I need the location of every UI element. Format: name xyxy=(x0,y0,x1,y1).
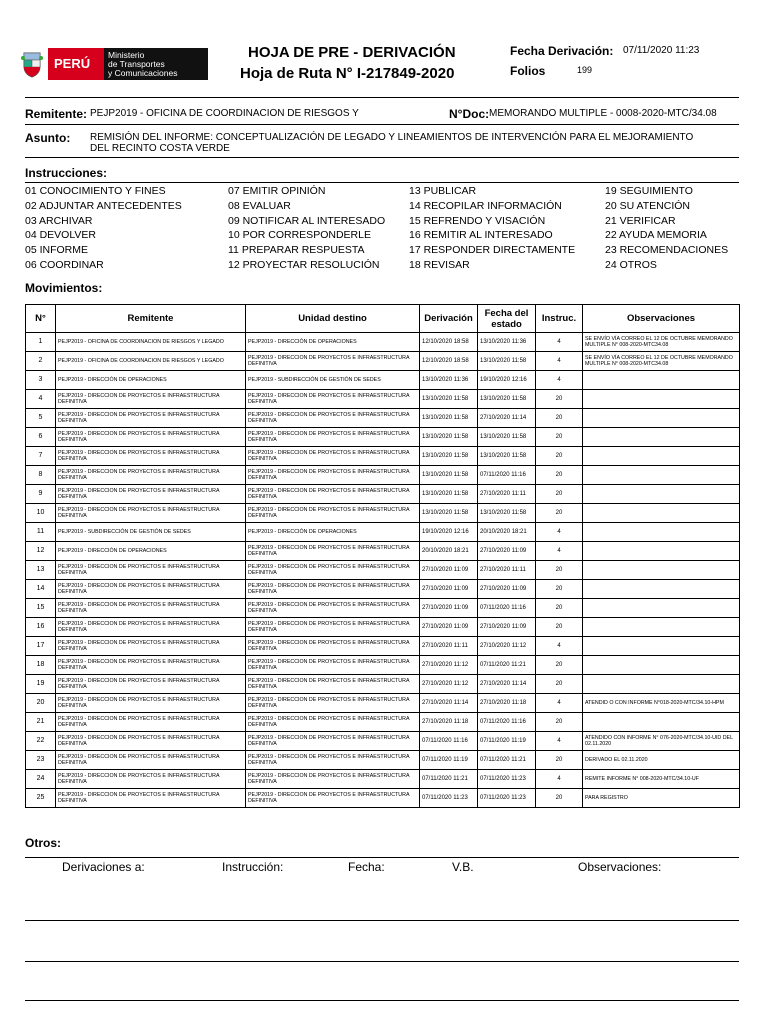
instruccion-item: 04 DEVOLVER xyxy=(25,229,97,242)
row-unidad-destino: PEJP2019 - DIRECCION DE PROYECTOS E INFRAESTRUCTURA DEFINITIVA xyxy=(246,390,420,409)
row-instruc: 4 xyxy=(536,371,583,390)
table-row xyxy=(26,618,740,637)
instruccion-item: 08 EVALUAR xyxy=(228,199,291,212)
row-observaciones xyxy=(583,409,740,428)
row-unidad-destino: PEJP2019 - DIRECCION DE PROYECTOS E INFRAESTRUCTURA DEFINITIVA xyxy=(246,637,420,656)
peru-brand-block xyxy=(48,48,104,80)
row-unidad-destino: PEJP2019 - DIRECCION DE PROYECTOS E INFRAESTRUCTURA DEFINITIVA xyxy=(246,789,420,808)
instruccion-item: 09 NOTIFICAR AL INTERESADO xyxy=(228,214,386,227)
row-derivacion: 20/10/2020 18:21 xyxy=(420,542,478,561)
otros-col-instruccion: Instrucción: xyxy=(222,860,284,874)
row-remitente: PEJP2019 - DIRECCION DE PROYECTOS E INFRAESTRUCTURA DEFINITIVA xyxy=(56,675,246,694)
folios-value: 199 xyxy=(577,65,593,75)
row-fecha-estado: 13/10/2020 11:58 xyxy=(478,447,536,466)
otros-col-fecha: Fecha: xyxy=(348,860,385,874)
row-unidad-destino: PEJP2019 - DIRECCION DE PROYECTOS E INFRAESTRUCTURA DEFINITIVA xyxy=(246,466,420,485)
row-instruc: 20 xyxy=(536,751,583,770)
row-number: 16 xyxy=(26,618,56,637)
row-derivacion: 27/10/2020 11:11 xyxy=(420,637,478,656)
row-number: 7 xyxy=(26,447,56,466)
row-derivacion: 27/10/2020 11:09 xyxy=(420,618,478,637)
row-unidad-destino: PEJP2019 - DIRECCION DE PROYECTOS E INFRAESTRUCTURA DEFINITIVA xyxy=(246,713,420,732)
row-unidad-destino: PEJP2019 - SUBDIRECCIÓN DE GESTIÓN DE SEDES xyxy=(246,371,420,390)
row-fecha-estado: 19/10/2020 12:16 xyxy=(478,371,536,390)
row-instruc: 20 xyxy=(536,466,583,485)
instruccion-item: 16 REMITIR AL INTERESADO xyxy=(409,229,553,242)
divider xyxy=(25,961,739,962)
row-unidad-destino: PEJP2019 - DIRECCION DE PROYECTOS E INFRAESTRUCTURA DEFINITIVA xyxy=(246,504,420,523)
row-observaciones xyxy=(583,390,740,409)
row-observaciones: ATENDIDO CON INFORME N° 076-2020-MTC/34.10-UID DEL 02.11.2020 xyxy=(583,732,740,751)
row-remitente: PEJP2019 - DIRECCION DE PROYECTOS E INFRAESTRUCTURA DEFINITIVA xyxy=(56,770,246,789)
row-number: 24 xyxy=(26,770,56,789)
row-remitente: PEJP2019 - OFICINA DE COORDINACION DE RIESGOS Y LEGADO xyxy=(56,333,246,352)
row-remitente: PEJP2019 - DIRECCION DE PROYECTOS E INFRAESTRUCTURA DEFINITIVA xyxy=(56,409,246,428)
row-instruc: 20 xyxy=(536,561,583,580)
col-header-remitente: Remitente xyxy=(56,305,246,333)
row-number: 8 xyxy=(26,466,56,485)
instruccion-item: 13 PUBLICAR xyxy=(409,185,477,197)
table-row xyxy=(26,751,740,770)
row-remitente: PEJP2019 - DIRECCION DE PROYECTOS E INFRAESTRUCTURA DEFINITIVA xyxy=(56,561,246,580)
row-instruc: 4 xyxy=(536,732,583,751)
row-fecha-estado: 27/10/2020 11:11 xyxy=(478,485,536,504)
row-fecha-estado: 13/10/2020 11:36 xyxy=(478,333,536,352)
row-unidad-destino: PEJP2019 - DIRECCION DE PROYECTOS E INFRAESTRUCTURA DEFINITIVA xyxy=(246,428,420,447)
row-fecha-estado: 07/11/2020 11:23 xyxy=(478,770,536,789)
instruccion-item: 14 RECOPILAR INFORMACIÓN xyxy=(409,199,562,212)
row-observaciones xyxy=(583,466,740,485)
row-number: 15 xyxy=(26,599,56,618)
row-number: 4 xyxy=(26,390,56,409)
row-derivacion: 07/11/2020 11:16 xyxy=(420,732,478,751)
ministry-logo xyxy=(18,46,190,82)
instruccion-item: 23 RECOMENDACIONES xyxy=(605,244,729,257)
row-derivacion: 27/10/2020 11:18 xyxy=(420,713,478,732)
row-instruc: 4 xyxy=(536,694,583,713)
table-row xyxy=(26,656,740,675)
table-row xyxy=(26,523,740,542)
row-remitente: PEJP2019 - DIRECCION DE PROYECTOS E INFRAESTRUCTURA DEFINITIVA xyxy=(56,637,246,656)
row-instruc: 20 xyxy=(536,504,583,523)
row-instruc: 4 xyxy=(536,637,583,656)
row-unidad-destino: PEJP2019 - DIRECCIÓN DE OPERACIONES xyxy=(246,333,420,352)
row-unidad-destino: PEJP2019 - DIRECCION DE PROYECTOS E INFRAESTRUCTURA DEFINITIVA xyxy=(246,770,420,789)
row-remitente: PEJP2019 - DIRECCION DE PROYECTOS E INFRAESTRUCTURA DEFINITIVA xyxy=(56,447,246,466)
table-row xyxy=(26,561,740,580)
table-row xyxy=(26,485,740,504)
asunto-line-1: REMISIÓN DEL INFORME: CONCEPTUALIZACIÓN DE LEGADO Y LINEAMIENTOS DE INTERVENCIÓN PARA EL MEJORAMIENTO xyxy=(90,132,694,143)
row-number: 9 xyxy=(26,485,56,504)
instrucciones-label: Instrucciones: xyxy=(25,166,108,180)
row-fecha-estado: 27/10/2020 11:14 xyxy=(478,409,536,428)
row-fecha-estado: 13/10/2020 11:58 xyxy=(478,352,536,371)
row-derivacion: 27/10/2020 11:14 xyxy=(420,694,478,713)
row-derivacion: 07/11/2020 11:21 xyxy=(420,770,478,789)
divider xyxy=(25,920,739,921)
divider xyxy=(25,1000,739,1001)
row-remitente: PEJP2019 - SUBDIRECCIÓN DE GESTIÓN DE SEDES xyxy=(56,523,246,542)
row-unidad-destino: PEJP2019 - DIRECCION DE PROYECTOS E INFRAESTRUCTURA DEFINITIVA xyxy=(246,694,420,713)
instruccion-item: 10 POR CORRESPONDERLE xyxy=(228,229,371,242)
row-fecha-estado: 07/11/2020 11:16 xyxy=(478,713,536,732)
row-number: 12 xyxy=(26,542,56,561)
row-observaciones: SE ENVÍO VÍA CORREO EL 12 DE OCTUBRE MEMORANDO MULTIPLE N° 008-2020-MTC34.08 xyxy=(583,352,740,371)
col-header-n: N° xyxy=(26,305,56,333)
instruccion-item: 05 INFORME xyxy=(25,244,89,257)
row-number: 3 xyxy=(26,371,56,390)
row-instruc: 20 xyxy=(536,675,583,694)
row-fecha-estado: 27/10/2020 11:09 xyxy=(478,542,536,561)
row-unidad-destino: PEJP2019 - DIRECCION DE PROYECTOS E INFRAESTRUCTURA DEFINITIVA xyxy=(246,732,420,751)
row-derivacion: 07/11/2020 11:23 xyxy=(420,789,478,808)
instruccion-item: 20 SU ATENCIÓN xyxy=(605,199,690,212)
row-remitente: PEJP2019 - DIRECCION DE PROYECTOS E INFRAESTRUCTURA DEFINITIVA xyxy=(56,485,246,504)
table-row xyxy=(26,352,740,371)
row-unidad-destino: PEJP2019 - DIRECCION DE PROYECTOS E INFRAESTRUCTURA DEFINITIVA xyxy=(246,352,420,371)
table-row xyxy=(26,504,740,523)
movimientos-table xyxy=(25,304,740,808)
row-fecha-estado: 27/10/2020 11:14 xyxy=(478,675,536,694)
country-name: PERÚ xyxy=(54,56,91,71)
row-derivacion: 13/10/2020 11:58 xyxy=(420,466,478,485)
row-remitente: PEJP2019 - DIRECCION DE PROYECTOS E INFRAESTRUCTURA DEFINITIVA xyxy=(56,466,246,485)
row-fecha-estado: 07/11/2020 11:21 xyxy=(478,656,536,675)
row-number: 1 xyxy=(26,333,56,352)
row-derivacion: 27/10/2020 11:09 xyxy=(420,599,478,618)
row-remitente: PEJP2019 - DIRECCION DE PROYECTOS E INFRAESTRUCTURA DEFINITIVA xyxy=(56,390,246,409)
otros-col-observaciones: Observaciones: xyxy=(578,860,662,874)
table-row xyxy=(26,371,740,390)
table-row xyxy=(26,428,740,447)
table-row xyxy=(26,637,740,656)
remitente-value: PEJP2019 - OFICINA DE COORDINACION DE RIESGOS Y xyxy=(90,108,359,119)
row-number: 5 xyxy=(26,409,56,428)
table-row xyxy=(26,333,740,352)
row-fecha-estado: 07/11/2020 11:19 xyxy=(478,732,536,751)
row-instruc: 20 xyxy=(536,618,583,637)
row-fecha-estado: 07/11/2020 11:16 xyxy=(478,466,536,485)
instruccion-item: 03 ARCHIVAR xyxy=(25,214,93,227)
instruccion-item: 11 PREPARAR RESPUESTA xyxy=(228,244,365,257)
row-unidad-destino: PEJP2019 - DIRECCION DE PROYECTOS E INFRAESTRUCTURA DEFINITIVA xyxy=(246,751,420,770)
instruccion-item: 02 ADJUNTAR ANTECEDENTES xyxy=(25,199,182,212)
row-instruc: 20 xyxy=(536,409,583,428)
row-observaciones: PARA REGISTRO xyxy=(583,789,740,808)
row-derivacion: 13/10/2020 11:58 xyxy=(420,504,478,523)
row-instruc: 20 xyxy=(536,713,583,732)
row-instruc: 4 xyxy=(536,352,583,371)
row-number: 6 xyxy=(26,428,56,447)
table-row xyxy=(26,447,740,466)
row-number: 23 xyxy=(26,751,56,770)
row-derivacion: 13/10/2020 11:58 xyxy=(420,447,478,466)
row-remitente: PEJP2019 - DIRECCION DE PROYECTOS E INFRAESTRUCTURA DEFINITIVA xyxy=(56,580,246,599)
row-remitente: PEJP2019 - DIRECCION DE PROYECTOS E INFRAESTRUCTURA DEFINITIVA xyxy=(56,713,246,732)
row-instruc: 20 xyxy=(536,599,583,618)
instruccion-item: 21 VERIFICAR xyxy=(605,214,676,227)
row-fecha-estado: 27/10/2020 11:09 xyxy=(478,618,536,637)
ministry-name-block xyxy=(104,48,208,80)
row-number: 14 xyxy=(26,580,56,599)
table-row xyxy=(26,713,740,732)
row-fecha-estado: 13/10/2020 11:58 xyxy=(478,504,536,523)
fecha-derivacion-label: Fecha Derivación: xyxy=(510,44,614,58)
row-derivacion: 27/10/2020 11:12 xyxy=(420,675,478,694)
divider xyxy=(25,124,739,125)
row-number: 10 xyxy=(26,504,56,523)
row-observaciones xyxy=(583,542,740,561)
row-remitente: PEJP2019 - DIRECCION DE PROYECTOS E INFRAESTRUCTURA DEFINITIVA xyxy=(56,751,246,770)
row-unidad-destino: PEJP2019 - DIRECCION DE PROYECTOS E INFRAESTRUCTURA DEFINITIVA xyxy=(246,599,420,618)
row-derivacion: 13/10/2020 11:58 xyxy=(420,428,478,447)
row-observaciones xyxy=(583,637,740,656)
col-header-observaciones: Observaciones xyxy=(583,305,740,333)
col-header-unidad-destino: Unidad destino xyxy=(246,305,420,333)
table-row xyxy=(26,675,740,694)
table-row xyxy=(26,409,740,428)
divider xyxy=(25,857,739,858)
row-observaciones: DERIVADO EL 02.11.2020 xyxy=(583,751,740,770)
ndoc-label: N°Doc: xyxy=(449,107,490,121)
row-fecha-estado: 07/11/2020 11:23 xyxy=(478,789,536,808)
row-number: 11 xyxy=(26,523,56,542)
row-observaciones xyxy=(583,447,740,466)
row-derivacion: 13/10/2020 11:58 xyxy=(420,485,478,504)
row-fecha-estado: 13/10/2020 11:58 xyxy=(478,428,536,447)
row-fecha-estado: 27/10/2020 11:18 xyxy=(478,694,536,713)
otros-col-derivaciones: Derivaciones a: xyxy=(62,860,145,874)
row-remitente: PEJP2019 - DIRECCION DE PROYECTOS E INFRAESTRUCTURA DEFINITIVA xyxy=(56,694,246,713)
instruccion-item: 12 PROYECTAR RESOLUCIÓN xyxy=(228,259,380,271)
ministry-line: de Transportes xyxy=(108,59,165,69)
row-number: 22 xyxy=(26,732,56,751)
row-observaciones xyxy=(583,618,740,637)
movimientos-label: Movimientos: xyxy=(25,281,103,295)
instruccion-item: 18 REVISAR xyxy=(409,259,470,271)
coat-of-arms-icon xyxy=(20,50,44,78)
row-number: 17 xyxy=(26,637,56,656)
instruccion-item: 19 SEGUIMIENTO xyxy=(605,185,693,197)
row-observaciones xyxy=(583,713,740,732)
row-remitente: PEJP2019 - DIRECCIÓN DE OPERACIONES xyxy=(56,542,246,561)
instruccion-item: 01 CONOCIMIENTO Y FINES xyxy=(25,185,166,197)
row-unidad-destino: PEJP2019 - DIRECCION DE PROYECTOS E INFRAESTRUCTURA DEFINITIVA xyxy=(246,409,420,428)
row-observaciones xyxy=(583,675,740,694)
row-observaciones xyxy=(583,580,740,599)
table-row xyxy=(26,466,740,485)
instruccion-item: 24 OTROS xyxy=(605,259,657,271)
table-row xyxy=(26,580,740,599)
row-instruc: 4 xyxy=(536,770,583,789)
row-unidad-destino: PEJP2019 - DIRECCION DE PROYECTOS E INFRAESTRUCTURA DEFINITIVA xyxy=(246,580,420,599)
row-remitente: PEJP2019 - DIRECCION DE PROYECTOS E INFRAESTRUCTURA DEFINITIVA xyxy=(56,618,246,637)
instruccion-item: 17 RESPONDER DIRECTAMENTE xyxy=(409,244,576,257)
row-derivacion: 12/10/2020 18:58 xyxy=(420,352,478,371)
row-remitente: PEJP2019 - DIRECCION DE PROYECTOS E INFRAESTRUCTURA DEFINITIVA xyxy=(56,656,246,675)
row-remitente: PEJP2019 - DIRECCION DE PROYECTOS E INFRAESTRUCTURA DEFINITIVA xyxy=(56,599,246,618)
otros-col-vb: V.B. xyxy=(452,860,474,874)
asunto-label: Asunto: xyxy=(25,131,71,145)
row-fecha-estado: 07/11/2020 11:21 xyxy=(478,751,536,770)
row-derivacion: 12/10/2020 18:58 xyxy=(420,333,478,352)
row-fecha-estado: 27/10/2020 11:12 xyxy=(478,637,536,656)
row-derivacion: 27/10/2020 11:09 xyxy=(420,580,478,599)
row-fecha-estado: 27/10/2020 11:11 xyxy=(478,561,536,580)
row-derivacion: 19/10/2020 12:16 xyxy=(420,523,478,542)
table-header-row xyxy=(26,305,740,333)
row-derivacion: 27/10/2020 11:12 xyxy=(420,656,478,675)
table-row xyxy=(26,542,740,561)
row-observaciones xyxy=(583,523,740,542)
row-observaciones xyxy=(583,485,740,504)
row-instruc: 20 xyxy=(536,485,583,504)
row-unidad-destino: PEJP2019 - DIRECCION DE PROYECTOS E INFRAESTRUCTURA DEFINITIVA xyxy=(246,656,420,675)
row-number: 2 xyxy=(26,352,56,371)
row-remitente: PEJP2019 - DIRECCION DE PROYECTOS E INFRAESTRUCTURA DEFINITIVA xyxy=(56,504,246,523)
row-remitente: PEJP2019 - DIRECCIÓN DE OPERACIONES xyxy=(56,371,246,390)
table-row xyxy=(26,599,740,618)
col-header-fecha-estado: Fecha del estado xyxy=(478,305,536,333)
row-instruc: 4 xyxy=(536,523,583,542)
row-unidad-destino: PEJP2019 - DIRECCION DE PROYECTOS E INFRAESTRUCTURA DEFINITIVA xyxy=(246,561,420,580)
ministry-line: y Comunicaciones xyxy=(108,68,178,78)
divider xyxy=(25,182,739,183)
instruccion-item: 15 REFRENDO Y VISACIÓN xyxy=(409,214,546,227)
instruccion-item: 07 EMITIR OPINIÓN xyxy=(228,185,326,197)
row-derivacion: 13/10/2020 11:36 xyxy=(420,371,478,390)
col-header-derivacion: Derivación xyxy=(420,305,478,333)
row-instruc: 4 xyxy=(536,333,583,352)
row-observaciones xyxy=(583,656,740,675)
row-unidad-destino: PEJP2019 - DIRECCIÓN DE OPERACIONES xyxy=(246,523,420,542)
row-number: 20 xyxy=(26,694,56,713)
divider xyxy=(25,97,739,98)
row-unidad-destino: PEJP2019 - DIRECCION DE PROYECTOS E INFRAESTRUCTURA DEFINITIVA xyxy=(246,447,420,466)
row-instruc: 20 xyxy=(536,789,583,808)
row-observaciones: ATENDID O CON INFORME N°018-2020-MTC/34.10-HPM xyxy=(583,694,740,713)
otros-label: Otros: xyxy=(25,836,61,850)
remitente-label: Remitente: xyxy=(25,107,88,121)
row-number: 18 xyxy=(26,656,56,675)
row-derivacion: 13/10/2020 11:58 xyxy=(420,390,478,409)
row-instruc: 4 xyxy=(536,542,583,561)
ministry-line: Ministerio xyxy=(108,50,145,60)
row-number: 19 xyxy=(26,675,56,694)
row-fecha-estado: 27/10/2020 11:09 xyxy=(478,580,536,599)
table-row xyxy=(26,732,740,751)
row-remitente: PEJP2019 - DIRECCION DE PROYECTOS E INFRAESTRUCTURA DEFINITIVA xyxy=(56,732,246,751)
row-derivacion: 27/10/2020 11:09 xyxy=(420,561,478,580)
row-instruc: 20 xyxy=(536,656,583,675)
row-observaciones xyxy=(583,428,740,447)
table-row xyxy=(26,390,740,409)
table-row xyxy=(26,789,740,808)
fecha-derivacion-value: 07/11/2020 11:23 xyxy=(623,45,700,56)
row-observaciones xyxy=(583,599,740,618)
row-number: 25 xyxy=(26,789,56,808)
document-title: HOJA DE PRE - DERIVACIÓN xyxy=(248,44,456,61)
divider xyxy=(25,157,739,158)
row-number: 13 xyxy=(26,561,56,580)
row-fecha-estado: 20/10/2020 18:21 xyxy=(478,523,536,542)
row-derivacion: 13/10/2020 11:58 xyxy=(420,409,478,428)
asunto-line-2: DEL RECINTO COSTA VERDE xyxy=(90,143,230,154)
row-instruc: 20 xyxy=(536,580,583,599)
row-unidad-destino: PEJP2019 - DIRECCION DE PROYECTOS E INFRAESTRUCTURA DEFINITIVA xyxy=(246,618,420,637)
instruccion-item: 22 AYUDA MEMORIA xyxy=(605,229,707,242)
row-unidad-destino: PEJP2019 - DIRECCION DE PROYECTOS E INFRAESTRUCTURA DEFINITIVA xyxy=(246,485,420,504)
row-observaciones xyxy=(583,371,740,390)
row-fecha-estado: 13/10/2020 11:58 xyxy=(478,390,536,409)
instruccion-item: 06 COORDINAR xyxy=(25,259,104,271)
row-remitente: PEJP2019 - DIRECCION DE PROYECTOS E INFRAESTRUCTURA DEFINITIVA xyxy=(56,789,246,808)
row-remitente: PEJP2019 - DIRECCION DE PROYECTOS E INFRAESTRUCTURA DEFINITIVA xyxy=(56,428,246,447)
row-derivacion: 07/11/2020 11:19 xyxy=(420,751,478,770)
folios-label: Folios xyxy=(510,64,546,78)
row-instruc: 20 xyxy=(536,390,583,409)
table-row xyxy=(26,694,740,713)
row-fecha-estado: 07/11/2020 11:16 xyxy=(478,599,536,618)
col-header-instruc: Instruc. xyxy=(536,305,583,333)
row-instruc: 20 xyxy=(536,447,583,466)
row-unidad-destino: PEJP2019 - DIRECCION DE PROYECTOS E INFRAESTRUCTURA DEFINITIVA xyxy=(246,675,420,694)
row-observaciones: SE ENVÍO VÍA CORREO EL 12 DE OCTUBRE MEMORANDO MULTIPLE N° 008-2020-MTC34.08 xyxy=(583,333,740,352)
ndoc-value: MEMORANDO MULTIPLE - 0008-2020-MTC/34.08 xyxy=(489,108,717,119)
row-unidad-destino: PEJP2019 - DIRECCION DE PROYECTOS E INFRAESTRUCTURA DEFINITIVA xyxy=(246,542,420,561)
table-row xyxy=(26,770,740,789)
row-number: 21 xyxy=(26,713,56,732)
row-remitente: PEJP2019 - OFICINA DE COORDINACION DE RIESGOS Y LEGADO xyxy=(56,352,246,371)
row-observaciones xyxy=(583,504,740,523)
route-number: Hoja de Ruta N° I-217849-2020 xyxy=(240,65,455,82)
row-instruc: 20 xyxy=(536,428,583,447)
row-observaciones xyxy=(583,561,740,580)
row-observaciones: REMITE INFORME N° 008-2020-MTC/34.10-UF xyxy=(583,770,740,789)
